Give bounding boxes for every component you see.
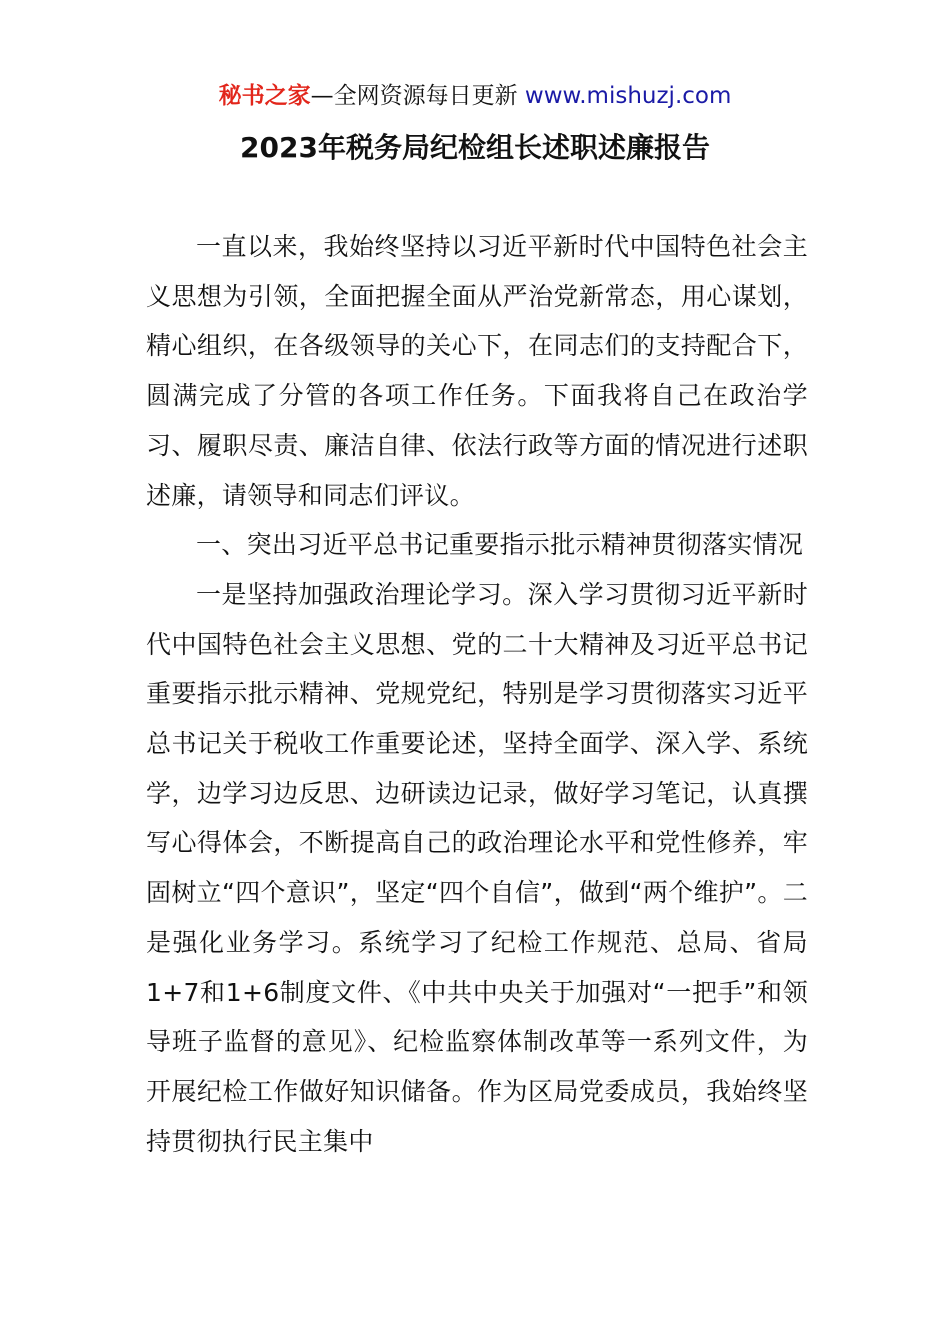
intro-paragraph: 一直以来，我始终坚持以习近平新时代中国特色社会主义思想为引领，全面把握全面从严治党新常态，用心谋划，精心组织，在各级领导的关心下，在同志们的支持配合下，圆满完成了分管的各项工作任务。下面我将自己在政治学习、履职尽责、廉洁自律、依法行政等方面的情况进行述职述廉，请领导和同志们评议。 xyxy=(146,232,808,510)
site-url-link[interactable]: www.mishuzj.com xyxy=(524,83,732,109)
site-brand: 秘书之家 xyxy=(218,83,311,109)
document-title: 2023年税务局纪检组长述职述廉报告 xyxy=(240,131,710,164)
site-tagline: —全网资源每日更新 xyxy=(310,83,518,109)
body-paragraph: 一是坚持加强政治理论学习。深入学习贯彻习近平新时代中国特色社会主义思想、党的二十大精神及习近平总书记重要指示批示精神、党规党纪，特别是学习贯彻落实习近平总书记关于税收工作重要论述，坚持全面学、深入学、系统学，边学习边反思、边研读边记录，做好学习笔记，认真撰写心得体会，不断提高自己的政治理论水平和党性修养，牢固树立“四个意识”，坚定“四个自信”，做到“两个维护”。二是强化业务学习。系统学习了纪检工作规范、总局、省局1+7和1+6制度文件、《中共中央关于加强对“一把手”和领导班子监督的意见》、纪检监察体制改革等一系列文件，为开展纪检工作做好知识储备。作为区局党委成员，我始终坚持贯彻执行民主集中 xyxy=(146,579,808,1156)
section-heading-1: 一、突出习近平总书记重要指示批示精神贯彻落实情况 xyxy=(196,530,804,560)
document-body xyxy=(146,222,808,1166)
site-header xyxy=(0,78,950,114)
